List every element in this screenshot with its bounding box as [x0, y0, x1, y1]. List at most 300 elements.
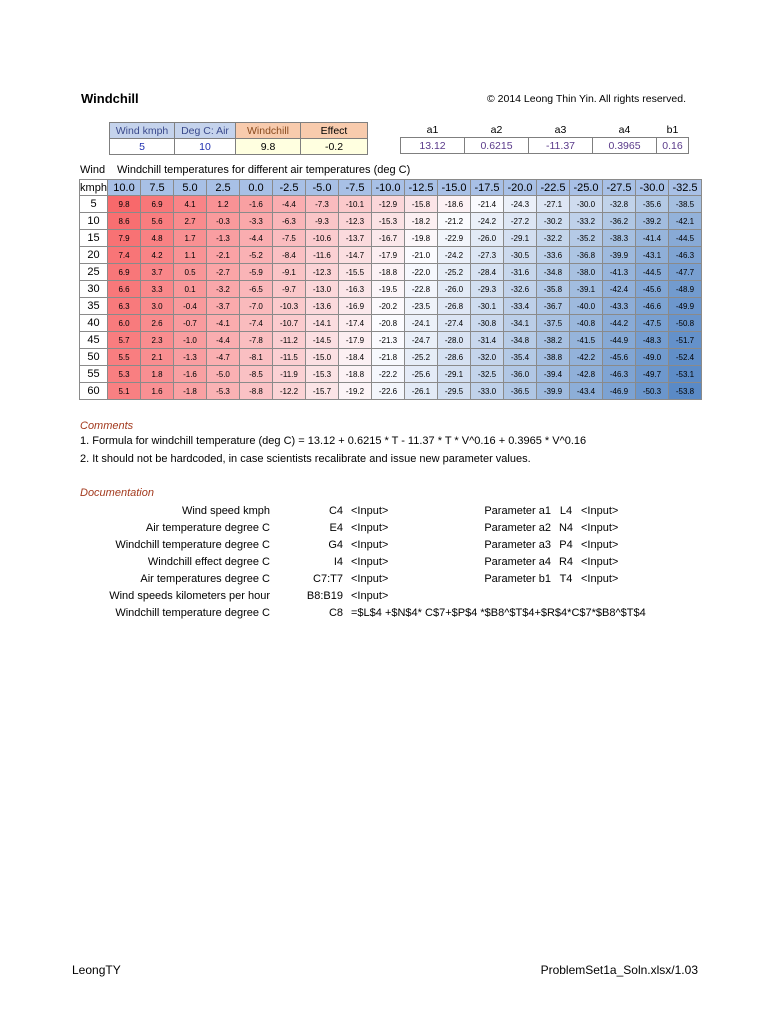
windchill-cell[interactable]: 7.4: [108, 247, 141, 264]
windchill-cell[interactable]: -28.0: [438, 332, 471, 349]
windchill-cell[interactable]: -24.2: [438, 247, 471, 264]
windchill-cell[interactable]: 1.2: [207, 196, 240, 213]
windchill-cell[interactable]: -17.9: [372, 247, 405, 264]
windchill-cell[interactable]: -15.0: [306, 349, 339, 366]
windchill-cell[interactable]: -36.2: [603, 213, 636, 230]
windchill-cell[interactable]: -11.2: [273, 332, 306, 349]
doc-input-type: <Input>: [351, 589, 389, 602]
doc-input-type: =$L$4 +$N$4* C$7+$P$4 *$B8^$T$4+$R$4*C$7*$B8^$T$4: [351, 606, 646, 619]
windchill-cell[interactable]: 7.9: [108, 230, 141, 247]
param-header-a2: a2: [490, 123, 503, 136]
windchill-cell[interactable]: -10.7: [273, 315, 306, 332]
windchill-cell[interactable]: -5.2: [240, 247, 273, 264]
wind-speed-header: 45: [80, 332, 108, 349]
windchill-cell[interactable]: -1.0: [174, 332, 207, 349]
wind-speed-header: 20: [80, 247, 108, 264]
grid-row: [80, 247, 702, 264]
windchill-cell[interactable]: -48.3: [636, 332, 669, 349]
windchill-cell[interactable]: -5.0: [207, 366, 240, 383]
wind-speed-header: 5: [80, 196, 108, 213]
windchill-cell[interactable]: -7.0: [240, 298, 273, 315]
windchill-cell[interactable]: -30.5: [504, 247, 537, 264]
windchill-cell[interactable]: -26.1: [405, 383, 438, 400]
windchill-cell[interactable]: -4.7: [207, 349, 240, 366]
windchill-cell[interactable]: -15.8: [405, 196, 438, 213]
windchill-cell[interactable]: -46.6: [636, 298, 669, 315]
windchill-cell[interactable]: -9.7: [273, 281, 306, 298]
windchill-cell[interactable]: 2.6: [141, 315, 174, 332]
windchill-cell[interactable]: -27.3: [471, 247, 504, 264]
windchill-cell[interactable]: -0.4: [174, 298, 207, 315]
windchill-cell[interactable]: -45.6: [636, 281, 669, 298]
windchill-cell[interactable]: -53.1: [669, 366, 702, 383]
windchill-cell[interactable]: -48.9: [669, 281, 702, 298]
windchill-cell[interactable]: -0.7: [174, 315, 207, 332]
windchill-cell[interactable]: -13.6: [306, 298, 339, 315]
input-table: [109, 122, 368, 155]
windchill-cell[interactable]: -31.4: [471, 332, 504, 349]
air-temp-header: -5.0: [306, 180, 339, 196]
windchill-cell[interactable]: -2.1: [207, 247, 240, 264]
windchill-cell[interactable]: -45.6: [603, 349, 636, 366]
windchill-cell[interactable]: -44.2: [603, 315, 636, 332]
windchill-cell[interactable]: -14.1: [306, 315, 339, 332]
windchill-cell[interactable]: -7.5: [273, 230, 306, 247]
windchill-cell[interactable]: 4.2: [141, 247, 174, 264]
windchill-cell[interactable]: -6.5: [240, 281, 273, 298]
windchill-cell[interactable]: -44.9: [603, 332, 636, 349]
windchill-cell[interactable]: -35.4: [504, 349, 537, 366]
windchill-cell[interactable]: -44.5: [636, 264, 669, 281]
air-temp-header: 0.0: [240, 180, 273, 196]
windchill-cell[interactable]: -1.8: [174, 383, 207, 400]
windchill-cell[interactable]: -10.3: [273, 298, 306, 315]
air-temp-header: 2.5: [207, 180, 240, 196]
windchill-cell[interactable]: 5.7: [108, 332, 141, 349]
windchill-cell[interactable]: -5.3: [207, 383, 240, 400]
documentation-row: [80, 587, 646, 604]
air-temp-header: -15.0: [438, 180, 471, 196]
windchill-cell[interactable]: -50.3: [636, 383, 669, 400]
doc-param-label: Parameter a4: [484, 555, 551, 568]
windchill-cell[interactable]: 2.1: [141, 349, 174, 366]
windchill-cell[interactable]: -29.3: [471, 281, 504, 298]
documentation-row: [80, 553, 646, 570]
windchill-cell[interactable]: -39.2: [636, 213, 669, 230]
windchill-cell[interactable]: -25.2: [405, 349, 438, 366]
windchill-grid: [79, 179, 702, 400]
windchill-cell[interactable]: 5.6: [141, 213, 174, 230]
windchill-cell[interactable]: -19.2: [339, 383, 372, 400]
doc-cell-ref: C4: [328, 504, 343, 517]
windchill-cell[interactable]: 3.7: [141, 264, 174, 281]
windchill-cell[interactable]: -15.3: [372, 213, 405, 230]
windchill-cell[interactable]: -21.0: [405, 247, 438, 264]
windchill-cell[interactable]: 8.6: [108, 213, 141, 230]
windchill-cell[interactable]: -20.2: [372, 298, 405, 315]
windchill-cell[interactable]: -53.8: [669, 383, 702, 400]
windchill-cell[interactable]: -41.3: [603, 264, 636, 281]
windchill-cell[interactable]: -16.9: [339, 298, 372, 315]
windchill-cell[interactable]: -17.9: [339, 332, 372, 349]
doc-label: Air temperature degree C: [145, 521, 270, 534]
windchill-cell[interactable]: -3.3: [240, 213, 273, 230]
windchill-cell[interactable]: -32.5: [471, 366, 504, 383]
windchill-cell[interactable]: 4.1: [174, 196, 207, 213]
windchill-cell[interactable]: -1.3: [174, 349, 207, 366]
footer-author: LeongTY: [72, 963, 121, 977]
comment-item: 2. It should not be hardcoded, in case scientists recalibrate and issue new parameter values.: [80, 453, 531, 465]
windchill-cell[interactable]: -4.1: [207, 315, 240, 332]
windchill-cell[interactable]: 5.3: [108, 366, 141, 383]
windchill-cell[interactable]: -30.8: [471, 315, 504, 332]
header-deg-c-air: Deg C: Air: [175, 123, 236, 139]
doc-param-label: Parameter b1: [484, 572, 551, 585]
doc-cell-ref: G4: [328, 538, 343, 551]
param-a2-input[interactable]: 0.6215: [465, 138, 529, 154]
windchill-cell[interactable]: -7.8: [240, 332, 273, 349]
windchill-cell[interactable]: -14.7: [339, 247, 372, 264]
windchill-cell[interactable]: -4.4: [207, 332, 240, 349]
windchill-cell[interactable]: -39.4: [537, 366, 570, 383]
windchill-cell[interactable]: -12.9: [372, 196, 405, 213]
param-header-a1: a1: [426, 123, 439, 136]
windchill-cell[interactable]: -21.2: [438, 213, 471, 230]
param-a4-input[interactable]: 0.3965: [593, 138, 657, 154]
windchill-cell[interactable]: -28.6: [438, 349, 471, 366]
windchill-cell[interactable]: -27.1: [537, 196, 570, 213]
air-temp-header: -32.5: [669, 180, 702, 196]
windchill-cell[interactable]: -13.7: [339, 230, 372, 247]
windchill-cell[interactable]: 3.3: [141, 281, 174, 298]
windchill-cell[interactable]: -32.0: [471, 349, 504, 366]
windchill-cell[interactable]: -7.4: [240, 315, 273, 332]
windchill-cell[interactable]: 6.6: [108, 281, 141, 298]
windchill-cell[interactable]: -35.6: [636, 196, 669, 213]
windchill-cell[interactable]: -39.9: [603, 247, 636, 264]
windchill-cell[interactable]: -32.8: [603, 196, 636, 213]
windchill-cell[interactable]: -41.4: [636, 230, 669, 247]
windchill-cell[interactable]: -22.9: [438, 230, 471, 247]
windchill-cell[interactable]: -25.2: [438, 264, 471, 281]
doc-param-label: [476, 587, 551, 604]
windchill-cell[interactable]: -12.3: [339, 213, 372, 230]
comments-header: Comments: [80, 420, 134, 432]
air-temp-header: -30.0: [636, 180, 669, 196]
windchill-cell[interactable]: -11.5: [273, 349, 306, 366]
windchill-cell[interactable]: -18.2: [405, 213, 438, 230]
windchill-cell[interactable]: -49.0: [636, 349, 669, 366]
windchill-cell[interactable]: -34.8: [504, 332, 537, 349]
grid-row: [80, 332, 702, 349]
windchill-cell[interactable]: -17.4: [339, 315, 372, 332]
windchill-cell[interactable]: -10.6: [306, 230, 339, 247]
windchill-cell[interactable]: -15.3: [306, 366, 339, 383]
parameter-table: [400, 122, 689, 154]
windchill-cell[interactable]: -33.0: [471, 383, 504, 400]
windchill-cell[interactable]: -5.9: [240, 264, 273, 281]
windchill-cell[interactable]: 6.0: [108, 315, 141, 332]
windchill-cell[interactable]: -36.7: [537, 298, 570, 315]
windchill-cell[interactable]: -4.4: [240, 230, 273, 247]
windchill-cell[interactable]: -40.0: [570, 298, 603, 315]
windchill-cell[interactable]: -1.6: [174, 366, 207, 383]
windchill-cell[interactable]: 2.3: [141, 332, 174, 349]
param-header-b1: b1: [666, 123, 679, 136]
windchill-cell[interactable]: -49.7: [636, 366, 669, 383]
doc-param-cell: T4: [559, 572, 573, 585]
windchill-cell[interactable]: -2.7: [207, 264, 240, 281]
param-a1-input[interactable]: 13.12: [401, 138, 465, 154]
windchill-cell[interactable]: -15.7: [306, 383, 339, 400]
grid-row: [80, 213, 702, 230]
windchill-cell[interactable]: -28.4: [471, 264, 504, 281]
windchill-cell[interactable]: -30.1: [471, 298, 504, 315]
windchill-cell[interactable]: -52.4: [669, 349, 702, 366]
documentation-row: [80, 519, 646, 536]
windchill-cell[interactable]: -39.9: [537, 383, 570, 400]
param-header-a3: a3: [554, 123, 567, 136]
copyright-notice: © 2014 Leong Thin Yin. All rights reserved.: [487, 93, 686, 105]
windchill-cell[interactable]: -41.5: [570, 332, 603, 349]
windchill-cell[interactable]: 5.1: [108, 383, 141, 400]
windchill-cell[interactable]: -42.1: [669, 213, 702, 230]
windchill-cell[interactable]: -43.1: [636, 247, 669, 264]
windchill-cell[interactable]: 4.8: [141, 230, 174, 247]
windchill-cell[interactable]: -22.8: [405, 281, 438, 298]
wind-speed-header: 10: [80, 213, 108, 230]
windchill-cell[interactable]: 0.5: [174, 264, 207, 281]
doc-label: Wind speed kmph: [181, 504, 270, 517]
windchill-cell[interactable]: -51.7: [669, 332, 702, 349]
windchill-cell[interactable]: -43.3: [603, 298, 636, 315]
windchill-cell[interactable]: -29.5: [438, 383, 471, 400]
windchill-cell[interactable]: -8.1: [240, 349, 273, 366]
windchill-cell[interactable]: -4.4: [273, 196, 306, 213]
windchill-cell[interactable]: -31.6: [504, 264, 537, 281]
doc-input-type: <Input>: [351, 555, 389, 568]
windchill-cell[interactable]: -33.4: [504, 298, 537, 315]
windchill-cell[interactable]: -27.2: [504, 213, 537, 230]
windchill-cell[interactable]: -27.4: [438, 315, 471, 332]
windchill-cell[interactable]: -8.4: [273, 247, 306, 264]
windchill-cell[interactable]: -10.1: [339, 196, 372, 213]
windchill-cell[interactable]: 1.7: [174, 230, 207, 247]
air-temp-header: 10.0: [108, 180, 141, 196]
windchill-cell[interactable]: -26.8: [438, 298, 471, 315]
windchill-cell[interactable]: 6.3: [108, 298, 141, 315]
windchill-cell[interactable]: 1.1: [174, 247, 207, 264]
windchill-cell[interactable]: -34.1: [504, 315, 537, 332]
footer-filename: ProblemSet1a_Soln.xlsx/1.03: [540, 963, 698, 977]
wind-speed-header: 60: [80, 383, 108, 400]
windchill-cell[interactable]: -16.3: [339, 281, 372, 298]
windchill-cell[interactable]: 1.6: [141, 383, 174, 400]
windchill-cell[interactable]: -3.7: [207, 298, 240, 315]
windchill-cell[interactable]: 2.7: [174, 213, 207, 230]
air-temp-input[interactable]: 10: [175, 139, 236, 155]
windchill-cell[interactable]: -38.5: [669, 196, 702, 213]
windchill-cell[interactable]: -40.8: [570, 315, 603, 332]
windchill-cell[interactable]: -37.5: [537, 315, 570, 332]
grid-row: [80, 383, 702, 400]
windchill-cell[interactable]: -0.3: [207, 213, 240, 230]
windchill-cell[interactable]: -47.5: [636, 315, 669, 332]
windchill-cell[interactable]: 3.0: [141, 298, 174, 315]
windchill-cell[interactable]: -21.3: [372, 332, 405, 349]
windchill-cell[interactable]: -30.0: [570, 196, 603, 213]
windchill-cell[interactable]: -46.3: [603, 366, 636, 383]
windchill-cell[interactable]: -22.2: [372, 366, 405, 383]
windchill-cell[interactable]: -38.8: [537, 349, 570, 366]
windchill-cell[interactable]: -1.6: [240, 196, 273, 213]
air-temp-header: 5.0: [174, 180, 207, 196]
windchill-cell[interactable]: -29.1: [504, 230, 537, 247]
windchill-value: 9.8: [236, 139, 301, 155]
windchill-cell[interactable]: -36.5: [504, 383, 537, 400]
windchill-cell[interactable]: -35.2: [570, 230, 603, 247]
wind-speed-header: 55: [80, 366, 108, 383]
windchill-cell[interactable]: -24.7: [405, 332, 438, 349]
doc-cell-ref: I4: [333, 555, 343, 568]
air-temp-header: -10.0: [372, 180, 405, 196]
grid-row: [80, 315, 702, 332]
windchill-cell[interactable]: -25.6: [405, 366, 438, 383]
grid-row: [80, 349, 702, 366]
windchill-cell[interactable]: -18.8: [339, 366, 372, 383]
windchill-cell[interactable]: -38.2: [537, 332, 570, 349]
windchill-cell[interactable]: -43.4: [570, 383, 603, 400]
windchill-cell[interactable]: -12.2: [273, 383, 306, 400]
doc-cell-ref: E4: [329, 521, 343, 534]
windchill-cell[interactable]: -26.0: [471, 230, 504, 247]
grid-row: [80, 298, 702, 315]
windchill-cell[interactable]: -33.6: [537, 247, 570, 264]
windchill-cell[interactable]: -21.8: [372, 349, 405, 366]
param-a3-input[interactable]: -11.37: [529, 138, 593, 154]
effect-value: -0.2: [301, 139, 368, 155]
windchill-cell[interactable]: -49.9: [669, 298, 702, 315]
windchill-cell[interactable]: -13.0: [306, 281, 339, 298]
windchill-cell[interactable]: -3.2: [207, 281, 240, 298]
windchill-cell[interactable]: -38.3: [603, 230, 636, 247]
windchill-cell[interactable]: -32.2: [537, 230, 570, 247]
windchill-cell[interactable]: -23.5: [405, 298, 438, 315]
windchill-cell[interactable]: -21.4: [471, 196, 504, 213]
windchill-cell[interactable]: -24.1: [405, 315, 438, 332]
windchill-cell[interactable]: -29.1: [438, 366, 471, 383]
doc-input-type: <Input>: [351, 572, 389, 585]
doc-param-input: <Input>: [581, 572, 619, 585]
windchill-cell[interactable]: -38.0: [570, 264, 603, 281]
windchill-cell[interactable]: -19.5: [372, 281, 405, 298]
windchill-cell[interactable]: -46.9: [603, 383, 636, 400]
doc-param-cell: N4: [558, 521, 574, 534]
windchill-cell[interactable]: -20.8: [372, 315, 405, 332]
header-windchill: Windchill: [236, 123, 301, 139]
param-b1-input[interactable]: 0.16: [657, 138, 689, 154]
windchill-cell[interactable]: -18.4: [339, 349, 372, 366]
air-temp-header: -25.0: [570, 180, 603, 196]
documentation-row: [80, 502, 646, 519]
doc-cell-ref: B8:B19: [306, 589, 343, 602]
windchill-cell[interactable]: -34.8: [537, 264, 570, 281]
windchill-cell[interactable]: -36.8: [570, 247, 603, 264]
wind-kmph-input[interactable]: 5: [110, 139, 175, 155]
windchill-cell[interactable]: -8.8: [240, 383, 273, 400]
windchill-cell[interactable]: -39.1: [570, 281, 603, 298]
windchill-cell[interactable]: -35.8: [537, 281, 570, 298]
windchill-cell[interactable]: -19.8: [405, 230, 438, 247]
windchill-cell[interactable]: -42.2: [570, 349, 603, 366]
doc-param-label: Parameter a3: [484, 538, 551, 551]
documentation-row: [80, 604, 646, 621]
windchill-cell[interactable]: 0.1: [174, 281, 207, 298]
windchill-cell[interactable]: -22.6: [372, 383, 405, 400]
header-wind-kmph: Wind kmph: [110, 123, 175, 139]
doc-label: Windchill temperature degree C: [115, 538, 270, 551]
sheet-title: Windchill: [81, 91, 139, 106]
windchill-cell[interactable]: -18.6: [438, 196, 471, 213]
windchill-cell[interactable]: -6.3: [273, 213, 306, 230]
windchill-cell[interactable]: -24.3: [504, 196, 537, 213]
windchill-cell[interactable]: -30.2: [537, 213, 570, 230]
windchill-cell[interactable]: -46.3: [669, 247, 702, 264]
air-temp-header: -12.5: [405, 180, 438, 196]
windchill-cell[interactable]: -14.5: [306, 332, 339, 349]
windchill-cell[interactable]: 6.9: [108, 264, 141, 281]
windchill-cell[interactable]: -50.8: [669, 315, 702, 332]
windchill-cell[interactable]: -44.5: [669, 230, 702, 247]
windchill-cell[interactable]: 1.8: [141, 366, 174, 383]
windchill-cell[interactable]: -33.2: [570, 213, 603, 230]
documentation-table: [80, 502, 646, 621]
windchill-cell[interactable]: -8.5: [240, 366, 273, 383]
windchill-cell[interactable]: -9.1: [273, 264, 306, 281]
windchill-cell[interactable]: -11.9: [273, 366, 306, 383]
windchill-cell[interactable]: -42.8: [570, 366, 603, 383]
windchill-cell[interactable]: -26.0: [438, 281, 471, 298]
windchill-cell[interactable]: -16.7: [372, 230, 405, 247]
doc-param-input: <Input>: [581, 504, 619, 517]
header-effect: Effect: [301, 123, 368, 139]
doc-param-cell: [551, 587, 581, 604]
doc-cell-ref: C8: [328, 606, 343, 619]
windchill-cell[interactable]: -15.5: [339, 264, 372, 281]
doc-label: Wind speeds kilometers per hour: [109, 589, 270, 602]
windchill-cell[interactable]: 6.9: [141, 196, 174, 213]
windchill-cell[interactable]: -18.8: [372, 264, 405, 281]
wind-speed-header: 35: [80, 298, 108, 315]
windchill-cell[interactable]: -42.4: [603, 281, 636, 298]
windchill-cell[interactable]: 9.8: [108, 196, 141, 213]
windchill-cell[interactable]: -47.7: [669, 264, 702, 281]
windchill-cell[interactable]: -36.0: [504, 366, 537, 383]
windchill-cell[interactable]: -22.0: [405, 264, 438, 281]
windchill-cell[interactable]: -24.2: [471, 213, 504, 230]
windchill-cell[interactable]: -1.3: [207, 230, 240, 247]
windchill-cell[interactable]: -7.3: [306, 196, 339, 213]
wind-speed-header: 50: [80, 349, 108, 366]
grid-row: [80, 230, 702, 247]
windchill-cell[interactable]: -9.3: [306, 213, 339, 230]
windchill-cell[interactable]: -12.3: [306, 264, 339, 281]
wind-speed-header: 15: [80, 230, 108, 247]
windchill-cell[interactable]: 5.5: [108, 349, 141, 366]
windchill-cell[interactable]: -32.6: [504, 281, 537, 298]
wind-speed-header: 30: [80, 281, 108, 298]
windchill-cell[interactable]: -11.6: [306, 247, 339, 264]
